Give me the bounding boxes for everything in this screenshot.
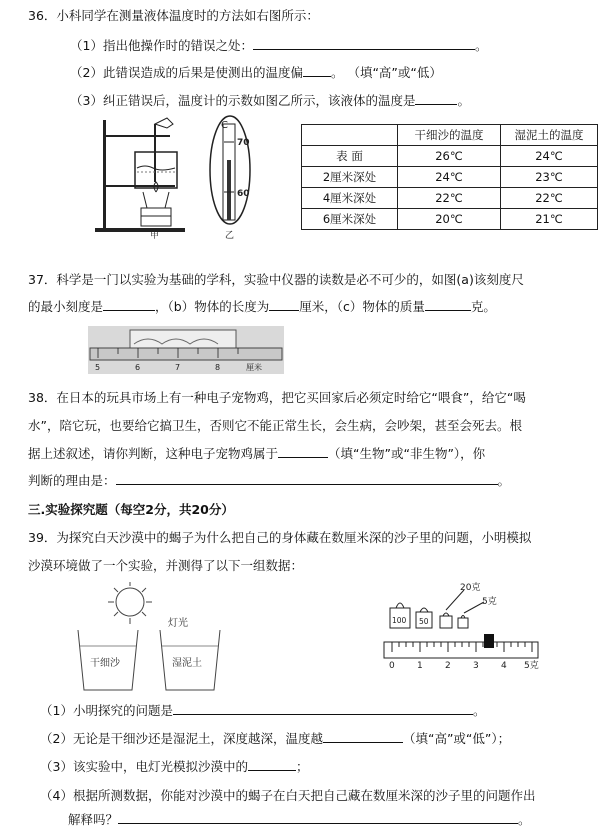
ruler-unit-label: 厘米 [246, 363, 262, 372]
temperature-table [301, 124, 598, 230]
answer-blank[interactable] [425, 298, 471, 311]
q36-part1: （1）指出他操作时的错误之处： 。 [70, 38, 488, 53]
q37-line2: 的最小刻度是 ，（b）物体的长度为 厘米，（c）物体的质量 克。 [28, 299, 496, 314]
q39-part4-line1: （4）根据所测数据，你能对沙漠中的蝎子在白天把自己藏在数厘米深的沙子里的问题作出 [40, 788, 536, 803]
cup-b-label: 湿泥土 [172, 658, 202, 669]
burner-icon [143, 192, 169, 208]
table-row: 表 面 26℃ 24℃ [302, 146, 598, 167]
answer-blank[interactable] [278, 445, 328, 458]
scale-tick-label: 2 [445, 661, 451, 671]
q39-part1: （1）小明探究的问题是 。 [40, 703, 486, 718]
q39-part4-line2: 解释吗？ 。 [68, 812, 531, 827]
q37-line1: 37．科学是一门以实验为基础的学科，实验中仪器的读数是必不可少的，如图(a)该刻度尺 [28, 272, 524, 287]
answer-blank[interactable] [118, 811, 518, 824]
table-row: 6厘米深处 20℃ 21℃ [302, 209, 598, 230]
lamp-icon [108, 582, 152, 624]
q36-part3: （3）纠正错误后，温度计的示数如图乙所示，该液体的温度是 。 [70, 93, 470, 108]
weight-label: 50 [419, 617, 429, 626]
svg-text:C: C [221, 120, 228, 131]
rider-icon [484, 634, 494, 648]
answer-blank[interactable] [415, 92, 457, 105]
scale-tick-label: 0 [389, 661, 395, 671]
weight-20-icon [440, 616, 452, 628]
scale-tick-label: 5克 [524, 661, 539, 671]
thermometer-figure [95, 112, 295, 240]
q38-line1: 38．在日本的玩具市场上有一种电子宠物鸡，把它买回家后必须定时给它“喂食”，给它“喝 [28, 390, 526, 405]
lamp-experiment-figure [72, 580, 242, 692]
ruler-tick-label: 5 [95, 363, 101, 372]
scale-tick-label: 1 [417, 661, 423, 671]
cup-a-label: 干细沙 [90, 658, 120, 669]
section-title: 三.实验探究题（每空2分，共20分） [28, 502, 234, 517]
weight-label: 100 [392, 616, 407, 625]
q39-part2: （2）无论是干细沙还是湿泥土，深度越深，温度越 （填“高”或“低”）； [40, 731, 511, 746]
ruler-icon [90, 348, 282, 360]
q38-line2: 水”，陪它玩，也要给它搞卫生，否则它不能正常生长，会生病，会吵架，甚至会死去。根 [28, 418, 522, 433]
ruler-figure [88, 326, 284, 374]
answer-blank[interactable] [303, 64, 331, 77]
weight-label: 20克 [460, 583, 481, 593]
answer-blank[interactable] [103, 298, 155, 311]
q39-part3: （3）该实验中，电灯光模拟沙漠中的 ； [40, 759, 309, 774]
table-row: 4厘米深处 22℃ 22℃ [302, 188, 598, 209]
q38-line4: 判断的理由是： 。 [28, 473, 511, 488]
figure-b-label: 乙 [225, 231, 235, 240]
table-header-row: 干细沙的温度 湿泥土的温度 [302, 125, 598, 146]
figure-a-label: 甲 [150, 231, 160, 240]
scale-tick-label: 4 [501, 661, 507, 671]
answer-blank[interactable] [248, 758, 296, 771]
q38-line3: 据上述叙述，请你判断，这种电子宠物鸡属于 （填“生物”或“非生物”），你 [28, 446, 486, 461]
q36-part2: （2）此错误造成的后果是使测出的温度偏 。 （填“高”或“低） [70, 65, 442, 80]
ruler-tick-label: 6 [135, 363, 141, 372]
thermo-60-label: 60 [237, 189, 250, 199]
answer-blank[interactable] [173, 702, 473, 715]
ruler-tick-label: 8 [215, 363, 221, 372]
answer-blank[interactable] [269, 298, 299, 311]
q39-line1: 39．为探究白天沙漠中的蝎子为什么把自己的身体藏在数厘米深的沙子里的问题，小明模拟 [28, 530, 532, 545]
answer-blank[interactable] [323, 730, 403, 743]
balance-figure [382, 580, 542, 672]
answer-blank[interactable] [253, 37, 475, 50]
stand-base-icon [95, 228, 185, 232]
weight-label: 5克 [482, 597, 497, 607]
ruler-tick-label: 7 [175, 363, 181, 372]
scale-tick-label: 3 [473, 661, 479, 671]
q36-stem: 36．小科同学在测量液体温度时的方法如右图所示： [28, 8, 319, 23]
scale-bar-icon [384, 642, 538, 658]
answer-blank[interactable] [116, 472, 498, 485]
stand-pole-icon [103, 120, 106, 232]
table-row: 2厘米深处 24℃ 23℃ [302, 167, 598, 188]
q39-line2: 沙漠环境做了一个实验，并测得了以下一组数据： [28, 558, 304, 573]
lamp-label: 灯光 [168, 618, 188, 629]
weight-5-icon [458, 618, 468, 628]
thermo-70-label: 70 [237, 138, 250, 148]
